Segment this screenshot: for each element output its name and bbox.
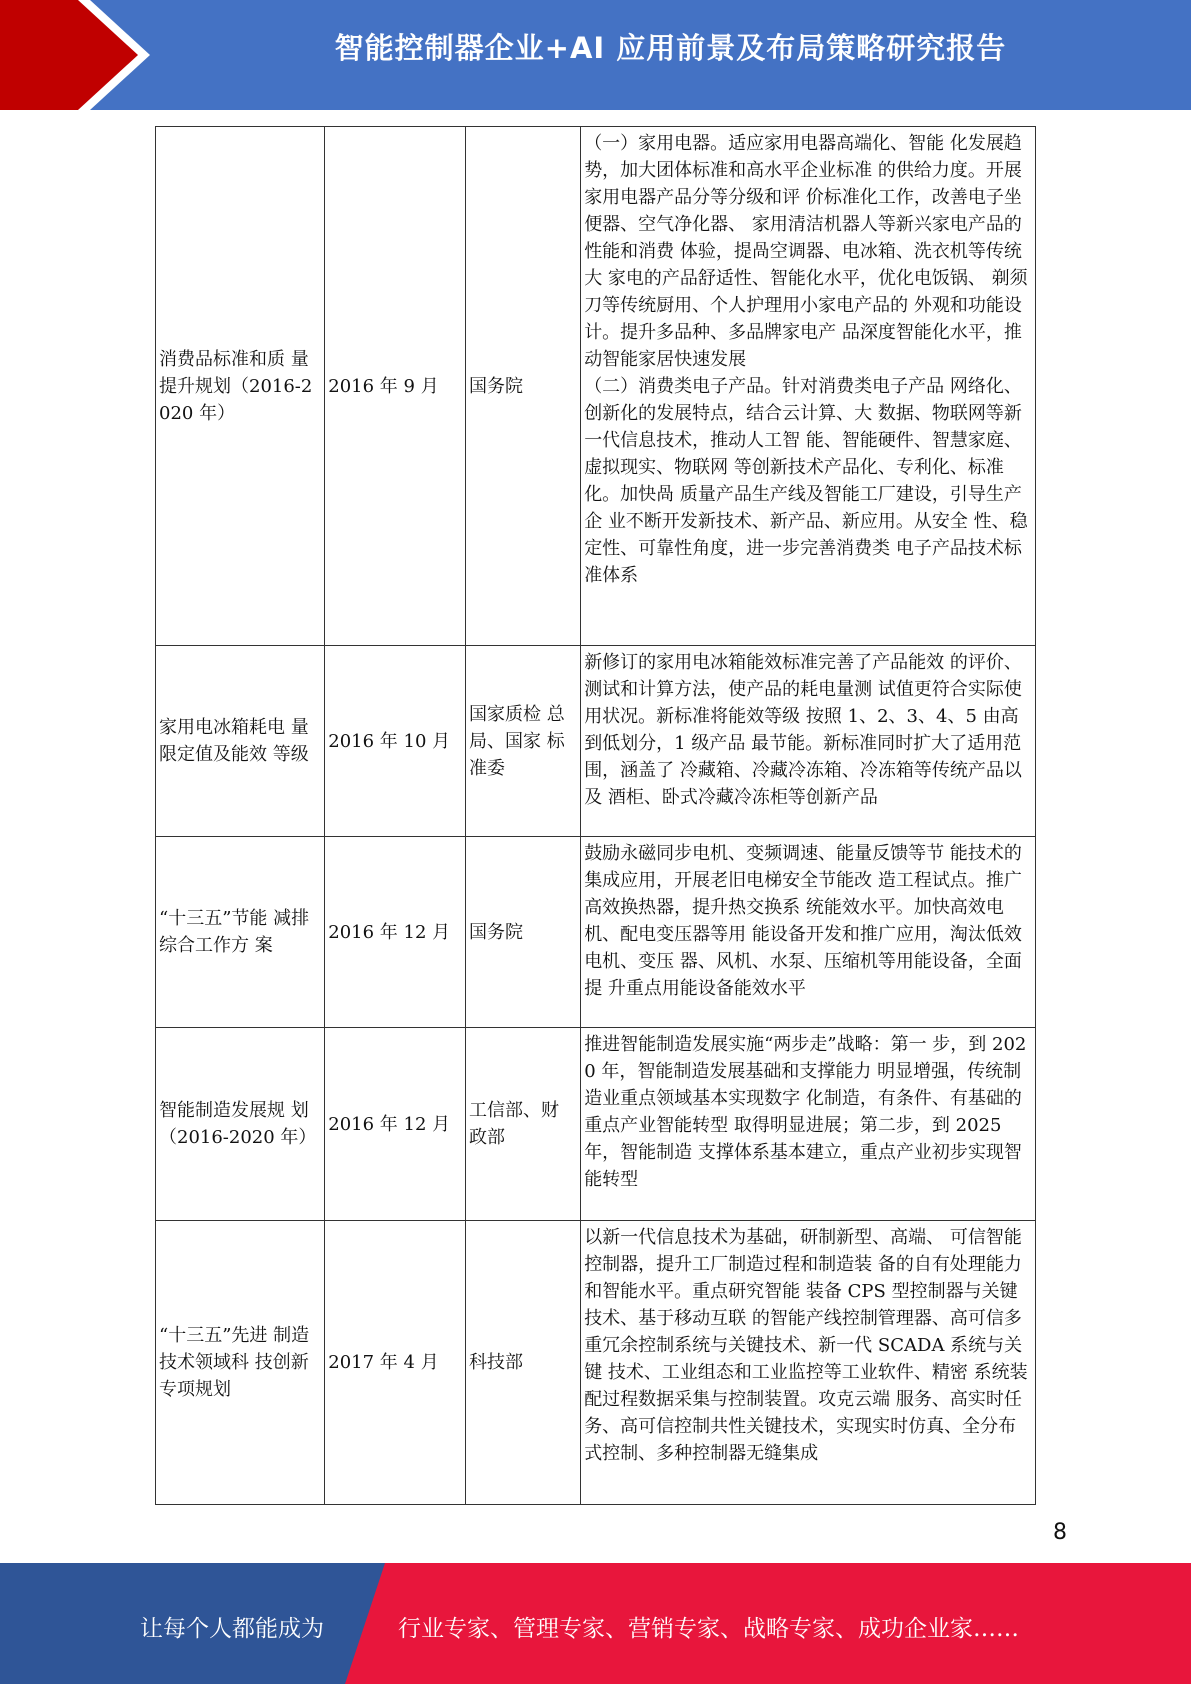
- policy-dept-cell: 工信部、财 政部: [465, 1028, 580, 1221]
- policy-content-cell: 新修订的家用电冰箱能效标准完善了产品能效 的评价、测试和计算方法，使产品的耗电量测 试值更符合实际使用状况。新标准将能效等级 按照 1、2、3、4、5 由高到低划分，1 级产品 最节能。新标准同时扩大了适用范围，涵盖了 冷藏箱、冷藏冷冻箱、冷冻箱等传统产品以及 酒柜、卧式冷藏冷冻柜等创新产品: [581, 646, 1036, 837]
- policy-dept-cell: 国务院: [465, 837, 580, 1028]
- footer-slogan-right: 行业专家、管理专家、营销专家、战略专家、成功企业家……: [398, 1616, 1019, 1642]
- policy-date-cell: 2016 年 12 月: [325, 837, 466, 1028]
- page-footer: [0, 1563, 1191, 1684]
- policy-date-cell: 2017 年 4 月: [325, 1221, 466, 1505]
- policy-name-cell: “十三五”节能 减排综合工作方 案: [156, 837, 325, 1028]
- policy-content-cell: 推进智能制造发展实施“两步走”战略：第一 步，到 2020 年，智能制造发展基础和支撑能力 明显增强，传统制造业重点领域基本实现数字 化制造，有条件、有基础的重点产业智能转型 取得明显进展；第二步，到 2025 年，智能制造 支撑体系基本建立，重点产业初步实现智能转型: [581, 1028, 1036, 1221]
- policy-content-cell: 鼓励永磁同步电机、变频调速、能量反馈等节 能技术的集成应用，开展老旧电梯安全节能改 造工程试点。推广高效换热器，提升热交换系 统能效水平。加快高效电机、配电变压器等用 能设备开发和推广应用，淘汰低效电机、变压 器、风机、水泵、压缩机等用能设备，全面提 升重点用能设备能效水平: [581, 837, 1036, 1028]
- policy-name-cell: “十三五”先进 制造技术领域科 技创新专项规划: [156, 1221, 325, 1505]
- policy-content-cell: （一）家用电器。适应家用电器高端化、智能 化发展趋势，加大团体标准和高水平企业标准 的供给力度。开展家用电器产品分等分级和评 价标准化工作，改善电子坐便器、空气净化器、 家用清洁机器人等新兴家电产品的性能和消费 体验，提咼空调器、电冰箱、洗衣机等传统大 家电的产品舒适性、智能化水平，优化电饭锅、 剃须刀等传统厨用、个人护理用小家电产品的 外观和功能设计。提升多品种、多品牌家电产 品深度智能化水平，推动智能家居快速发展 （二）消费类电子产品。针对消费类电子产品 网络化、创新化的发展特点，结合云计算、大 数据、物联网等新一代信息技术，推动人工智 能、智能硬件、智慧家庭、虚拟现实、物联网 等创新技术产品化、专利化、标准化。加快咼 质量产品生产线及智能工厂建设，引导生产企 业不断开发新技术、新产品、新应用。从安全 性、稳定性、可靠性角度，进一步完善消费类 电子产品技术标准体系: [581, 127, 1036, 646]
- policy-name-cell: 智能制造发展规 划（2016-2020 年）: [156, 1028, 325, 1221]
- header-arrow-decoration: [0, 0, 150, 110]
- page-header: [0, 0, 1191, 110]
- policy-date-cell: 2016 年 12 月: [325, 1028, 466, 1221]
- policy-content-cell: 以新一代信息技术为基础，研制新型、高端、 可信智能控制器，提升工厂制造过程和制造装 备的自有处理能力和智能水平。重点研究智能 装备 CPS 型控制器与关键技术、基于移动互联 的智能产线控制管理器、高可信多重冗余控制系统与关键技术、新一代 SCADA 系统与关键 技术、工业组态和工业监控等工业软件、精密 系统装配过程数据采集与控制装置。攻克云端 服务、高实时任务、高可信控制共性关键技术，实现实时仿真、全分布式控制、多种控制器无缝集成: [581, 1221, 1036, 1505]
- page-number: 8: [1053, 1520, 1067, 1545]
- table-row: [156, 1221, 1036, 1505]
- policy-table: [155, 126, 1036, 1505]
- policy-name-cell: 家用电冰箱耗电 量限定值及能效 等级: [156, 646, 325, 837]
- table-row: [156, 837, 1036, 1028]
- policy-dept-cell: 国务院: [465, 127, 580, 646]
- table-row: [156, 1028, 1036, 1221]
- report-title: 智能控制器企业+AI 应用前景及布局策略研究报告: [334, 31, 1007, 65]
- policy-date-cell: 2016 年 10 月: [325, 646, 466, 837]
- footer-slogan-left: 让每个人都能成为: [140, 1616, 324, 1642]
- policy-dept-cell: 科技部: [465, 1221, 580, 1505]
- table-row: [156, 127, 1036, 646]
- policy-date-cell: 2016 年 9 月: [325, 127, 466, 646]
- table-row: [156, 646, 1036, 837]
- policy-dept-cell: 国家质检 总局、国家 标准委: [465, 646, 580, 837]
- policy-name-cell: 消费品标准和质 量提升规划（2016-2020 年）: [156, 127, 325, 646]
